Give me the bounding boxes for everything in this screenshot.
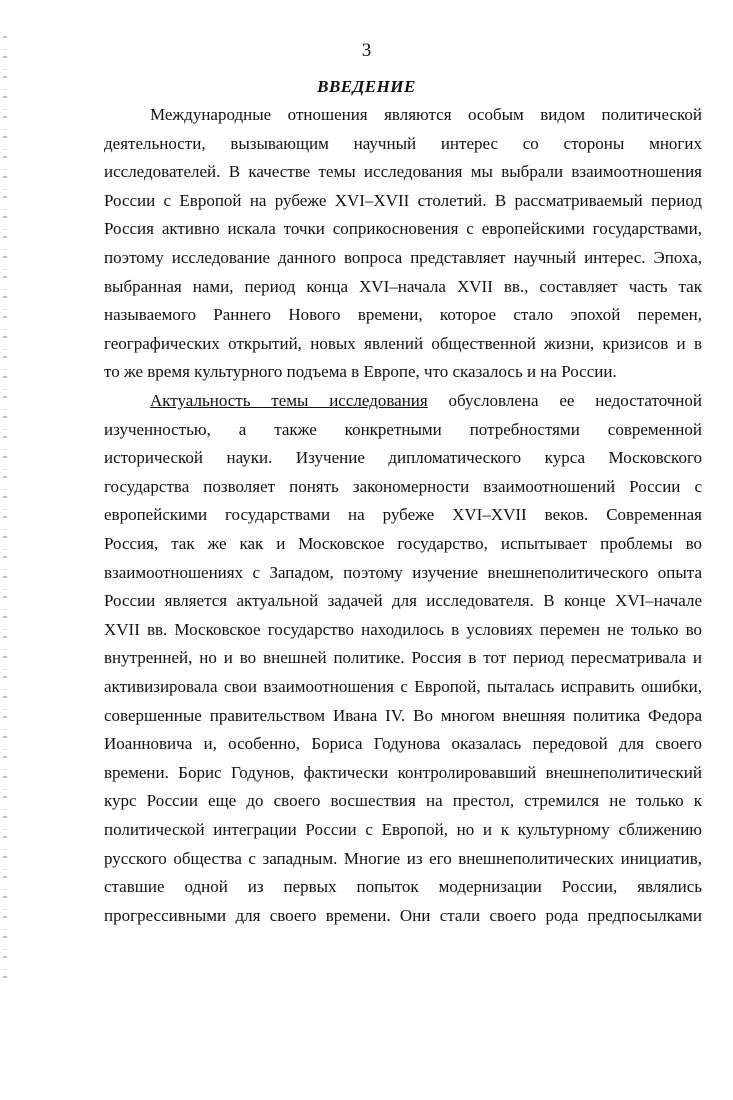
paragraph-line: деятельности, вызывающим научный интерес со стороны многих	[104, 133, 702, 153]
scan-edge-artifact	[3, 30, 7, 980]
paragraph-line: взаимоотношениях с Западом, поэтому изучение внешнеполитического опыта	[104, 562, 702, 582]
paragraph-line: географических открытий, новых явлений общественной жизни, кризисов и в	[104, 333, 702, 353]
page-number: 3	[361, 40, 372, 61]
paragraph-line: изученностью, а также конкретными потребностями современной	[104, 419, 702, 439]
paragraph-line: активизировала свои взаимоотношения с Европой, пыталась исправить ошибки,	[104, 676, 702, 696]
paragraph-line: Иоанновича и, особенно, Бориса Годунова оказалась передовой для своего	[104, 734, 702, 754]
paragraph-first-line	[104, 387, 702, 416]
paragraph-line: времени. Борис Годунов, фактически контролировавший внешнеполитический	[104, 762, 702, 782]
paragraph-line: России с Европой на рубеже XVI–XVII столетий. В рассматриваемый период	[104, 190, 702, 210]
paragraph-line-rest: обусловлена ее недостаточной	[427, 391, 703, 410]
paragraph-line: Международные отношения являются особым видом политической	[150, 105, 702, 124]
paragraph-line: исторической науки. Изучение дипломатического курса Московского	[104, 448, 702, 468]
paragraph-line: Россия активно искала точки соприкосновения с европейскими государствами,	[104, 219, 702, 239]
paragraph-line: России является актуальной задачей для исследователя. В конце XVI–начале	[104, 591, 702, 611]
paragraph-line: совершенные правительством Ивана IV. Во многом внешняя политика Федора	[104, 705, 702, 725]
paragraph-line: поэтому исследование данного вопроса представляет научный интерес. Эпоха,	[104, 247, 702, 267]
paragraph-line: европейскими государствами на рубеже XVI–XVII веков. Современная	[104, 505, 702, 525]
paragraph-line: XVII вв. Московское государство находилось в условиях перемен не только во	[104, 619, 702, 639]
paragraph-intro	[104, 101, 702, 387]
paragraph-line: исследователей. В качестве темы исследования мы выбрали взаимоотношения	[104, 162, 702, 182]
paragraph-line: Россия, так же как и Московское государство, испытывает проблемы во	[104, 533, 702, 553]
paragraph-line: курс России еще до своего восшествия на престол, стремился не только к	[104, 791, 702, 811]
paragraph-line: то же время культурного подъема в Европе, что сказалось и на России.	[104, 362, 617, 382]
paragraph-line: выбранная нами, период конца XVI–начала XVII вв., составляет часть так	[104, 276, 702, 296]
paragraph-relevance	[104, 387, 702, 930]
paragraph-line: государства позволяет понять закономерности взаимоотношений России с	[104, 476, 702, 496]
paragraph-line: русского общества с западным. Многие из его внешнеполитических инициатив,	[104, 848, 702, 868]
paragraph-line: политической интеграции России с Европой, но и к культурному сближению	[104, 819, 702, 839]
paragraph-line: ставшие одной из первых попыток модернизации России, являлись	[104, 877, 702, 897]
section-heading: ВВЕДЕНИЕ	[317, 77, 416, 96]
paragraph-line: прогрессивными для своего времени. Они стали своего рода предпосылками	[104, 905, 702, 925]
paragraph-line: называемого Раннего Нового времени, которое стало эпохой перемен,	[104, 305, 702, 325]
relevance-underlined-term: Актуальность темы исследования	[150, 391, 428, 410]
paragraph-line: внутренней, но и во внешней политике. Россия в тот период пересматривала и	[104, 648, 702, 668]
